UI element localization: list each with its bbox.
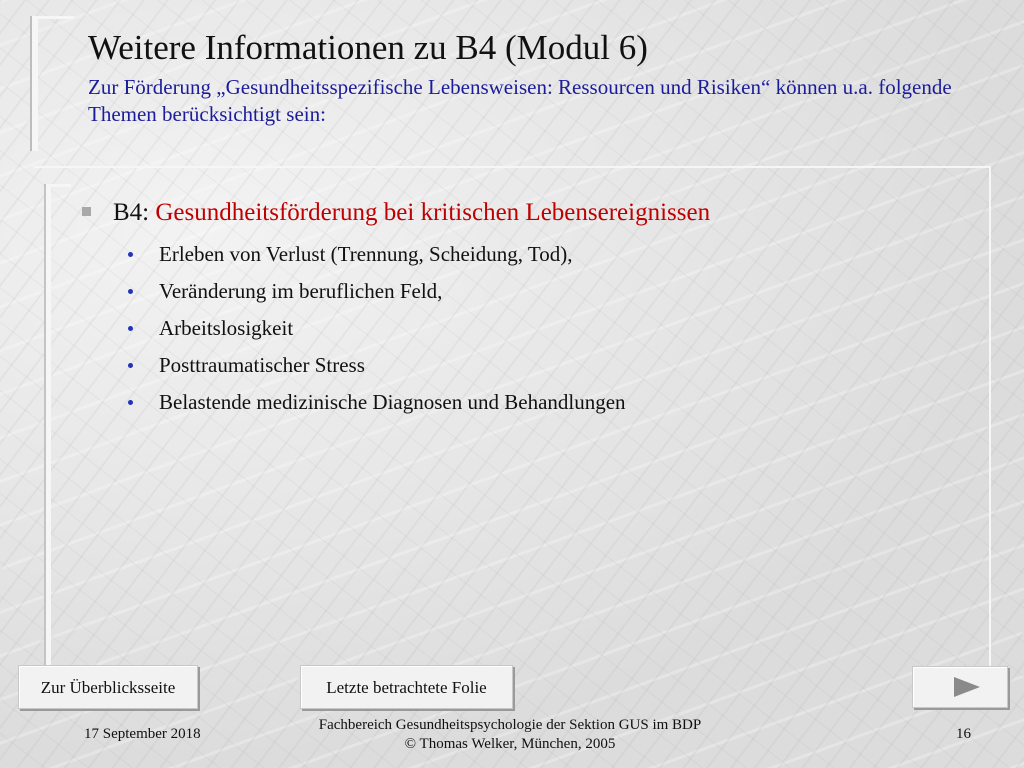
page-number: 16	[956, 726, 971, 742]
slide-subtitle: Zur Förderung „Gesundheitsspezifische Lebensweisen: Ressourcen und Risiken“ können u.a. folgende Themen berücksichtigt sein:	[88, 75, 952, 126]
footer-credits-line1: Fachbereich Gesundheitspsychologie der Sektion GUS im BDP	[318, 717, 702, 733]
dot-bullet-icon	[128, 326, 133, 331]
list-item-text: Veränderung im beruflichen Feld,	[159, 279, 443, 303]
footer-credits	[250, 716, 770, 754]
list-item-text: Belastende medizinische Diagnosen und Behandlungen	[159, 390, 626, 414]
list-item	[128, 384, 626, 421]
slide-title: Weitere Informationen zu B4 (Modul 6)	[88, 28, 648, 67]
title-frame-bracket	[32, 16, 74, 151]
list-item-text: Posttraumatischer Stress	[159, 353, 365, 377]
dot-bullet-icon	[128, 363, 133, 368]
list-item	[128, 236, 626, 273]
list-item	[128, 347, 626, 384]
dot-bullet-icon	[128, 252, 133, 257]
body-frame-bracket	[46, 184, 71, 667]
play-right-icon	[954, 677, 980, 697]
sub-bullet-list	[128, 236, 626, 421]
footer-credits-line2: © Thomas Welker, München, 2005	[404, 736, 616, 752]
overview-button[interactable]: Zur Überblicksseite	[18, 665, 198, 709]
list-item	[128, 310, 626, 347]
square-bullet-icon	[82, 207, 91, 216]
main-bullet-prefix: B4:	[113, 199, 156, 226]
list-item-text: Arbeitslosigkeit	[159, 316, 294, 340]
dot-bullet-icon	[128, 289, 133, 294]
list-item	[128, 273, 626, 310]
footer-date: 17 September 2018	[84, 726, 201, 742]
main-bullet-highlight: Gesundheitsförderung bei kritischen Lebensereignissen	[155, 199, 711, 226]
last-slide-button[interactable]: Letzte betrachtete Folie	[300, 665, 513, 709]
dot-bullet-icon	[128, 400, 133, 405]
next-slide-button[interactable]	[912, 666, 1008, 708]
main-bullet	[82, 197, 710, 229]
list-item-text: Erleben von Verlust (Trennung, Scheidung, Tod),	[159, 242, 573, 266]
